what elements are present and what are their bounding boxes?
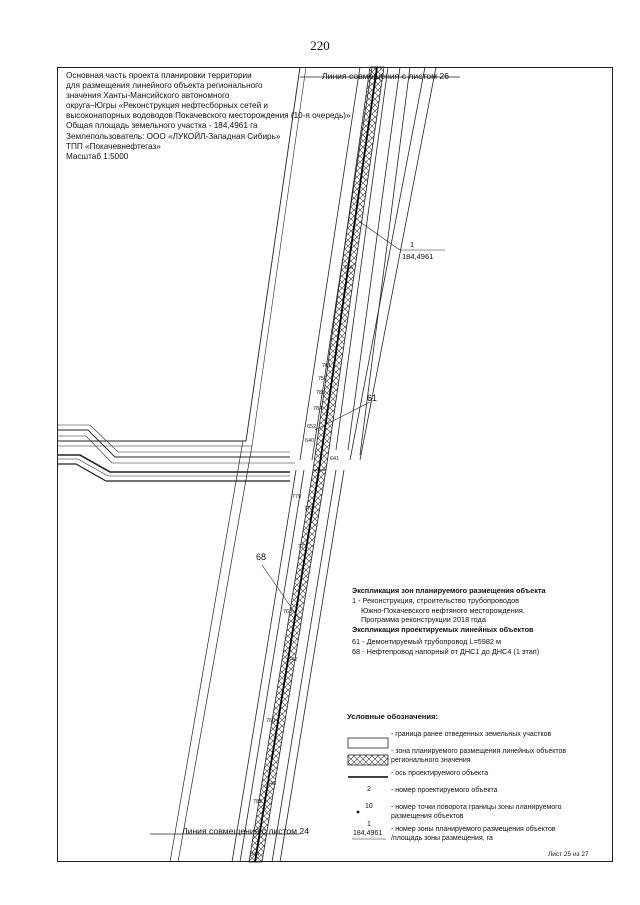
title-line: округа–Югры «Реконструкция нефтесборных сетей и [66, 101, 268, 111]
point-label: 766 [344, 265, 354, 271]
land-user-line: Землепользователь: ООО «ЛУКОЙЛ-Западная Сибирь» [66, 131, 281, 141]
point-label: 785 [253, 799, 263, 805]
match-line-top-label: Линия совмещения с листом 26 [322, 71, 449, 81]
explication-block [352, 586, 602, 657]
tpp-line: ТПП «Покачевнефтегаз» [66, 141, 161, 151]
zones-explication-line: 1 - Реконструкция, строительство трубопроводов [352, 595, 520, 605]
zones-explication-line: Южно-Покачевского нефтяного месторождения. [361, 605, 525, 615]
legend-text: регионального значения [391, 757, 471, 764]
object-68-label: 68 [256, 552, 267, 562]
point-label: 768 [283, 609, 293, 615]
legend-sample-point-number: 10 [365, 803, 373, 810]
legend-text: - ось проектируемого объекта [391, 770, 489, 777]
legend-text: - номер точки поворота границы зоны планируемого [391, 804, 562, 811]
title-block [66, 71, 366, 162]
title-line: Основная часть проекта планировки территории [66, 71, 252, 80]
parcel-line [170, 441, 243, 862]
legend-item-axis-line [347, 768, 607, 785]
zone-area-label: 184,4961 [402, 252, 434, 261]
point-label: 757 [318, 376, 328, 382]
match-line-bottom-label: Линия совмещения с листом 24 [182, 826, 309, 836]
legend-text: /площадь зоны размещения, га [391, 835, 493, 842]
legend-item-rectangle [347, 729, 607, 746]
legend-item-point [347, 802, 607, 824]
point-label: 640 [305, 438, 315, 444]
scale-line: Масштаб 1:5000 [66, 151, 129, 161]
legend-text: - номер проектируемого объекта [391, 787, 498, 794]
area-line: Общая площадь земельного участка - 184,4961 га [66, 121, 258, 131]
point-label: 844 [250, 852, 260, 858]
corridor-horizontal [57, 425, 295, 481]
point-label: 773 [304, 506, 314, 512]
legend-text: - граница ранее отведенных земельных участков [391, 731, 552, 738]
zone-number-label: 1 [410, 240, 415, 249]
point-label: 777 [298, 544, 308, 550]
legend-item-crosshatch [347, 746, 607, 768]
page-number: 220 [310, 38, 330, 53]
legend-sample-fraction-top: 1 [367, 821, 371, 828]
point-label: 643 [267, 781, 277, 787]
legend-sample-number: 2 [367, 786, 371, 793]
callout-leader-zone [360, 222, 400, 250]
legend-text: - номер зоны планируемого размещения объектов [391, 826, 556, 833]
title-line: для размещения линейного объекта регионального [66, 81, 263, 91]
title-line: высоконапорных водоводов Покачевского месторождения (10-я очередь)» [66, 111, 351, 121]
point-label: 761 [322, 363, 332, 369]
legend-text: размещения объектов [391, 813, 464, 820]
point-label: 779 [292, 494, 302, 500]
objects-explication-line: 68 - Нефтепровод напорный от ДНС1 до ДНС4 (1 этап) [352, 646, 540, 656]
sheet-number-label: Лист 25 из 27 [548, 851, 589, 858]
legend-sample-fraction-bottom: 184,4961 [353, 830, 383, 837]
point-label: 760 [266, 718, 276, 724]
zones-explication-title: Экспликация зон планируемого размещения объекта [352, 586, 546, 595]
point-label: 784 [313, 406, 323, 412]
point-label: 652 [307, 424, 317, 430]
legend [347, 712, 607, 846]
object-61-label: 61 [367, 393, 378, 403]
objects-explication-line: 61 - Демонтируемый трубопровод L=5982 м [352, 636, 502, 646]
point-label: 642 [288, 657, 298, 663]
legend-item-fraction [347, 821, 607, 846]
objects-explication-title: Экспликация проектируемых линейных объектов [352, 625, 534, 635]
parcel-line [178, 446, 252, 862]
point-label: 641 [330, 456, 340, 462]
legend-text: - зона планируемого размещения линейных объектов [391, 748, 567, 755]
title-line: значения Ханты-Мансийского автономного [66, 91, 230, 101]
zones-explication-line: Программа реконструкции 2018 года [361, 615, 486, 625]
legend-title: Условные обозначения: [347, 712, 439, 721]
legend-item-number [347, 785, 607, 802]
object-axis-68 [255, 470, 319, 862]
point-label: 785 [316, 390, 326, 396]
